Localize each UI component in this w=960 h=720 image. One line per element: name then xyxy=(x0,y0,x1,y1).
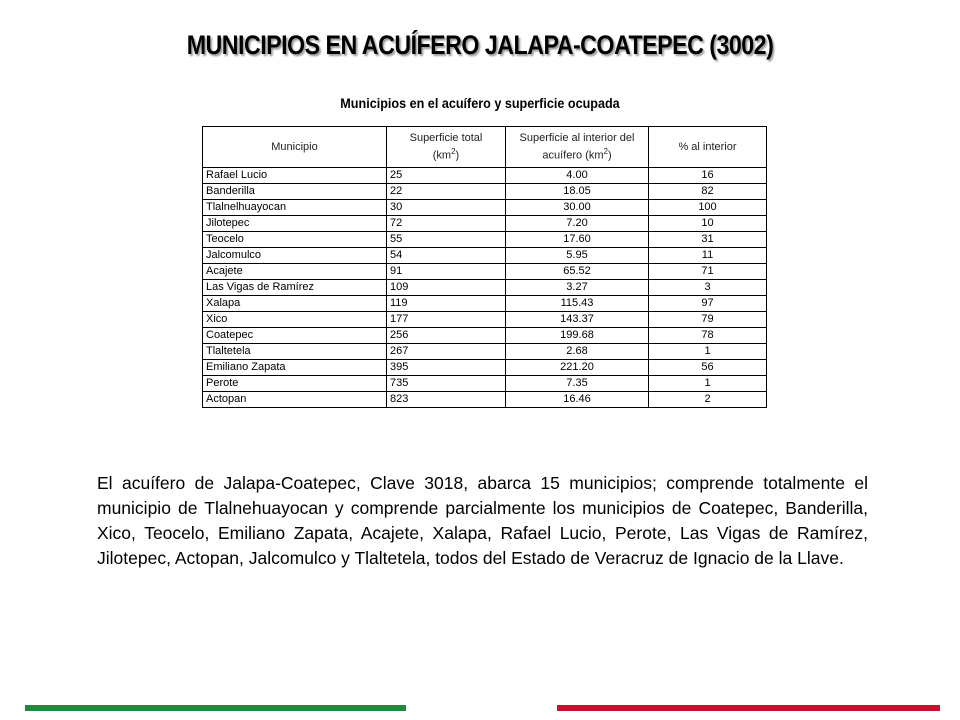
cell-superficie-total: 177 xyxy=(387,312,506,328)
cell-porcentaje: 2 xyxy=(649,392,767,408)
cell-porcentaje: 71 xyxy=(649,264,767,280)
cell-porcentaje: 56 xyxy=(649,360,767,376)
table-row xyxy=(203,296,767,312)
cell-superficie-interior: 5.95 xyxy=(506,248,649,264)
table-row xyxy=(203,264,767,280)
table-row xyxy=(203,168,767,184)
header-superficie-interior: Superficie al interior del acuífero $(km^2)$ xyxy=(506,127,649,168)
municipios-table xyxy=(202,126,767,408)
table-header-row xyxy=(203,127,767,168)
cell-porcentaje: 11 xyxy=(649,248,767,264)
table-row xyxy=(203,360,767,376)
cell-superficie-interior: 4.00 xyxy=(506,168,649,184)
cell-superficie-total: 395 xyxy=(387,360,506,376)
cell-superficie-interior: 199.68 xyxy=(506,328,649,344)
cell-superficie-interior: 3.27 xyxy=(506,280,649,296)
table-caption: Municipios en el acuífero y superficie ocupada xyxy=(340,95,620,111)
cell-municipio: Las Vigas de Ramírez xyxy=(203,280,387,296)
cell-municipio: Emiliano Zapata xyxy=(203,360,387,376)
cell-superficie-interior: 16.46 xyxy=(506,392,649,408)
cell-municipio: Tlalnelhuayocan xyxy=(203,200,387,216)
table-row xyxy=(203,248,767,264)
cell-municipio: Rafael Lucio xyxy=(203,168,387,184)
cell-superficie-interior: 7.20 xyxy=(506,216,649,232)
cell-municipio: Actopan xyxy=(203,392,387,408)
table-row xyxy=(203,392,767,408)
cell-superficie-interior: 18.05 xyxy=(506,184,649,200)
cell-municipio: Acajete xyxy=(203,264,387,280)
cell-superficie-interior: 65.52 xyxy=(506,264,649,280)
cell-superficie-interior: 7.35 xyxy=(506,376,649,392)
description-paragraph: El acuífero de Jalapa-Coatepec, Clave 3018, abarca 15 municipios; comprende totalmente el municipio de Tlalnehuayocan y comprende parcialmente los municipios de Coatepec, Banderilla, Xico, Teocelo, Emiliano Zapata, Acajete, Xalapa, Rafael Lucio, Perote, Las Vigas de Ramírez, Jilotepec, Actopan, Jalcomulco y Tlaltetela, todos del Estado de Veracruz de Ignacio de la Llave. xyxy=(97,473,868,568)
cell-superficie-total: 119 xyxy=(387,296,506,312)
cell-porcentaje: 97 xyxy=(649,296,767,312)
cell-superficie-interior: 115.43 xyxy=(506,296,649,312)
cell-superficie-total: 256 xyxy=(387,328,506,344)
table-row xyxy=(203,376,767,392)
cell-superficie-total: 267 xyxy=(387,344,506,360)
header-porcentaje-interior: % al interior xyxy=(649,127,767,168)
cell-municipio: Perote xyxy=(203,376,387,392)
table-row xyxy=(203,280,767,296)
cell-porcentaje: 16 xyxy=(649,168,767,184)
cell-municipio: Xalapa xyxy=(203,296,387,312)
cell-superficie-total: 823 xyxy=(387,392,506,408)
cell-porcentaje: 31 xyxy=(649,232,767,248)
table-row xyxy=(203,184,767,200)
table-row xyxy=(203,216,767,232)
cell-superficie-total: 25 xyxy=(387,168,506,184)
cell-superficie-total: 55 xyxy=(387,232,506,248)
table-body xyxy=(203,168,767,408)
cell-superficie-total: 22 xyxy=(387,184,506,200)
cell-porcentaje: 100 xyxy=(649,200,767,216)
cell-superficie-total: 72 xyxy=(387,216,506,232)
cell-porcentaje: 82 xyxy=(649,184,767,200)
cell-municipio: Jalcomulco xyxy=(203,248,387,264)
table-row xyxy=(203,328,767,344)
cell-porcentaje: 3 xyxy=(649,280,767,296)
cell-municipio: Banderilla xyxy=(203,184,387,200)
cell-superficie-total: 54 xyxy=(387,248,506,264)
table-row xyxy=(203,200,767,216)
cell-municipio: Xico xyxy=(203,312,387,328)
cell-municipio: Tlaltetela xyxy=(203,344,387,360)
footer-green-bar xyxy=(25,705,406,711)
cell-municipio: Coatepec xyxy=(203,328,387,344)
cell-superficie-interior: 17.60 xyxy=(506,232,649,248)
footer-red-bar xyxy=(557,705,940,711)
cell-superficie-interior: 30.00 xyxy=(506,200,649,216)
cell-superficie-interior: 221.20 xyxy=(506,360,649,376)
header-municipio: Municipio xyxy=(203,127,387,168)
cell-superficie-total: 735 xyxy=(387,376,506,392)
page-title: MUNICIPIOS EN ACUÍFERO JALAPA-COATEPEC (3002) xyxy=(186,30,774,60)
cell-municipio: Teocelo xyxy=(203,232,387,248)
cell-porcentaje: 10 xyxy=(649,216,767,232)
header-superficie-total: Superficie total $(km^2)$ xyxy=(387,127,506,168)
table-row xyxy=(203,232,767,248)
table-row xyxy=(203,312,767,328)
cell-superficie-total: 91 xyxy=(387,264,506,280)
cell-porcentaje: 1 xyxy=(649,344,767,360)
cell-porcentaje: 79 xyxy=(649,312,767,328)
cell-superficie-interior: 143.37 xyxy=(506,312,649,328)
cell-porcentaje: 78 xyxy=(649,328,767,344)
cell-superficie-total: 109 xyxy=(387,280,506,296)
cell-porcentaje: 1 xyxy=(649,376,767,392)
cell-municipio: Jilotepec xyxy=(203,216,387,232)
cell-superficie-total: 30 xyxy=(387,200,506,216)
cell-superficie-interior: 2.68 xyxy=(506,344,649,360)
table-row xyxy=(203,344,767,360)
